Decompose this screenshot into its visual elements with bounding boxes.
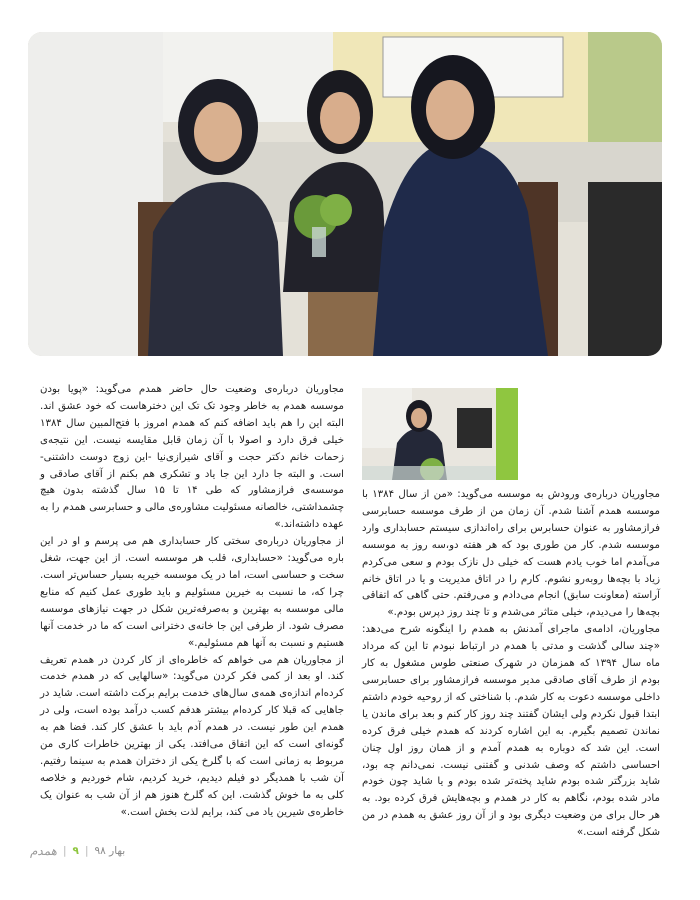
magazine-logo: همدم — [30, 844, 57, 858]
paragraph: مجاوریان، ادامه‌ی ماجرای آمدنش به همدم را اینگونه شرح می‌دهد: «چند سالی گذشت و مدتی با همدم در ارتباط نبودم تا این که مرداد ماه سال ۱۳۹۴ که همزمان در شهرک صنعتی طوس مشغول به کار بودم از طرف آقای صادقی مدیر موسسه فرازمشاور برای حسابرسی داخلی موسسه دعوت به کار شدم. با شناختی که از روحیه خودم داشتم ابتدا قبول نکردم ولی ایشان گفتند چند روز کار کنم و بعد برای ماندن یا نماندن تصمیم بگیرم. به این اشاره کردند که همدم خیلی فرق کرده است. این شد که دوباره به همدم آمدم و از همان روز اول چنان احساسی داشتم که وصف شدنی و گفتنی نیست. نمی‌دانم چه بود، شاید بزرگتر شده بودم شاید پخته‌تر شده بودم و یا شاید چون خودم مادر شده بودم، نگاهم به کار در همدم و بچه‌هایش فرق کرده بود. به هر حال برای من وضعیت دیگری بود و از آن روز عشق به همدم در من شکل گرفته است.» — [362, 624, 660, 839]
paragraph: از مجاوریان هم می خواهم که خاطره‌ای از کار کردن در همدم تعریف کند. او بعد از کمی فکر کردن می‌گوید: «سالهایی که در همدم خدمت کرده‌ام اندازه‌ی همه‌ی سال‌های خدمت برایم برکت داشته است. شاید در جاهایی که قبلا کار کرده‌ام بیشتر هدفم کسب درآمد بوده است، ولی در همدم این طور نیست. در همدم آدم باید با عشق کار کند. فضا هم به گونه‌ای است که این اتفاق می‌افتد. یکی از بهترین خاطرات کاری من مربوط به زمانی است که با گلرخ یکی از دختران همدم به سینما رفتیم. آن شب با همدیگر دو فیلم دیدیم، خرید کردیم، شام خوردیم و خلاصه کلی به ما خوش گذشت. این که گلرخ هنوز هم از آن شب به عنوان یک خاطره‌ی شیرین یاد می کند، برایم لذت بخش است.» — [40, 654, 344, 818]
page-number: ۹ — [72, 845, 79, 857]
woman-at-desk-photo — [362, 388, 518, 480]
divider: | — [63, 845, 67, 857]
right-text-column — [362, 487, 660, 842]
paragraph: مجاوریان درباره‌ی وضعیت حال حاضر همدم می‌گوید: «پویا بودن موسسه همدم به خاطر وجود تک تک این دختر‌هاست که خود عشق اند. البته این را هم باید اضافه کنم که همدم امروز با فتح‌المبین سال ۱۳۸۴ خیلی فرق دارد و اصولا با آن زمان قابل مقایسه نیست. این نتیجه‌ی زحمات خانم دکتر حجت و آقای شیرازی‌نیا -این زوج دوست داشتنی- است. و البته جا دارد این جا یاد و تشکری هم بکنم از آقای صادقی و موسسه‌ی فرازمشاور که طی ۱۴ تا ۱۵ سال گذشته بدون هیچ چشمداشتی، خالصانه مسئولیت مشاوره‌ی مالی و حسابرسی همدم را به عهده داشته‌اند.» — [40, 384, 344, 531]
header-photo — [28, 32, 662, 356]
season-label: بهار ۹۸ — [94, 845, 126, 857]
divider: | — [84, 845, 89, 857]
paragraph: از مجاوریان درباره‌ی سختی کار حسابداری هم می پرسم و او در این باره می‌گوید: «حسابداری، قلب هر موسسه است. از این جهت، شغل سخت و حساسی است، اما در یک موسسه خیریه بسیار حساس‌تر است. چرا که، ما نسبت به خیرین مسئولیم و باید طوری عمل کنیم که منابع مالی موسسه به بهترین و به‌صرفه‌ترین شکل در جهت نیازهای موسسه مصرف شود. از طرفی این جا خانه‌ی دخترانی است که ما در خدمت آنها هستیم و نسبت به آنها هم مسئولیم.» — [40, 536, 344, 649]
group-photo-three-women — [28, 32, 662, 356]
page-footer — [30, 844, 125, 858]
thumbnail-photo — [362, 388, 518, 480]
paragraph: مجاوریان درباره‌ی ورودش به موسسه می‌گوید: «من از سال ۱۳۸۴ با موسسه همدم آشنا شدم. آن زمان من از طرف موسسه حسابرسی فرازمشاور به عنوان حسابرس برای راه‌اندازی سیستم حسابداری وارد موسسه شدم. کار من طوری بود که هر هفته دو،سه روز به موسسه می‌آمدم اما خوب یادم هست که خیلی دل نازک بودم و سعی می‌کردم زیاد با بچه‌ها روبه‌رو نشوم. کارم را در اتاق مدیریت و یا در اتاق خانم آراسته (معاونت سابق) انجام می‌دادم و می‌رفتم. حتی گاهی که اتفاقی بچه‌ها را می‌دیدم، خیلی متاثر می‌شدم و تا چند روز دپرس بودم.» — [362, 489, 660, 619]
left-text-column — [40, 382, 344, 822]
accent-green-bar — [496, 388, 518, 480]
